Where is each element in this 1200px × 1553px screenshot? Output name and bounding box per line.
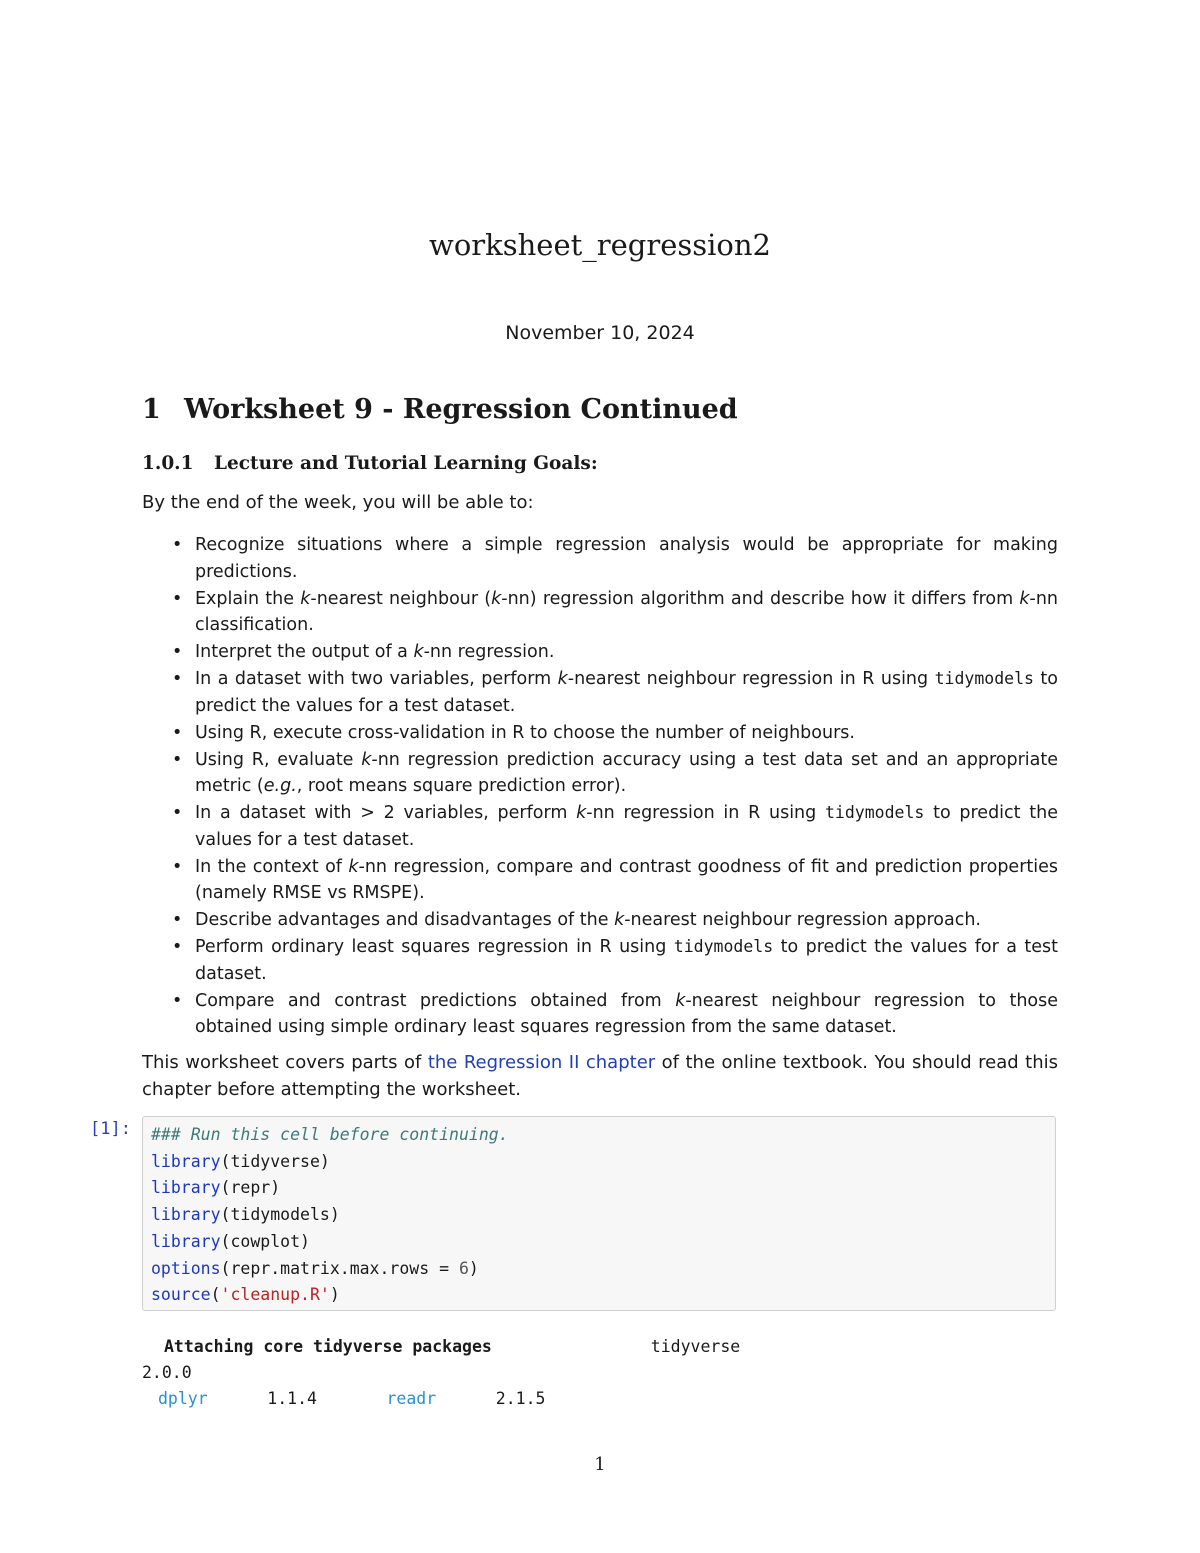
code-cell[interactable] [142,1116,1056,1311]
bullet-icon: • [172,803,183,823]
package-version: 1.1.4 [267,1389,317,1408]
learning-goal-item [142,988,1058,1041]
bullet-icon: • [172,535,183,555]
subsection-title: Lecture and Tutorial Learning Goals: [214,453,598,474]
code-line: library(repr) [151,1178,281,1198]
learning-goal-text: Interpret the output of a k-nn regression. [195,642,555,662]
bullet-icon: • [172,749,183,770]
learning-goal-item [142,854,1058,907]
learning-goal-text: Describe advantages and disadvantages of the k-nearest neighbour regression approach. [195,910,981,930]
learning-goal-item [142,907,1058,934]
learning-goal-text: Compare and contrast predictions obtained from k-nearest neighbour regression to those obtained using simple ordinary least squares regression from the same dataset. [195,990,1059,1037]
learning-goal-item [142,800,1058,853]
bullet-icon: • [172,856,183,877]
bullet-icon: • [172,910,183,930]
code-block [151,1122,509,1309]
learning-goal-item [142,747,1058,800]
section-heading [142,394,738,425]
learning-goals-list [142,532,1058,1041]
regression-chapter-link[interactable]: the Regression II chapter [427,1052,656,1073]
code-line: library(tidymodels) [151,1205,340,1225]
para-text-before: This worksheet covers parts of [142,1052,428,1073]
subsection-heading [142,453,598,474]
subsection-number: 1.0.1 [142,453,194,474]
output-header-spacer [492,1337,651,1356]
bullet-icon: • [172,722,183,743]
output-header-right: tidyverse [650,1337,741,1356]
package-version: 2.1.5 [495,1389,546,1408]
learning-goal-item [142,934,1058,987]
output-version: 2.0.0 [142,1363,192,1382]
code-line: options(repr.matrix.max.rows = 6) [151,1258,479,1278]
section-title: Worksheet 9 - Regression Continued [184,394,738,425]
bullet-icon: • [172,642,183,662]
learning-goal-text: Using R, execute cross-validation in R to choose the number of neighbours. [195,722,855,743]
learning-goal-text: Recognize situations where a simple regression analysis would be appropriate for making predictions. [195,535,1058,582]
bullet-icon: • [172,588,183,609]
cell-prompt: [1]: [90,1119,131,1139]
page-number: 1 [594,1454,606,1475]
intro-text: By the end of the week, you will be able to: [142,492,534,513]
bullet-icon: • [172,669,183,689]
chapter-paragraph [142,1050,1058,1103]
learning-goal-text: Perform ordinary least squares regression in R using tidymodels to predict the values for a test dataset. [195,937,1058,984]
code-line: library(cowplot) [151,1231,310,1251]
bullet-icon: • [172,990,183,1011]
para-text-after: of the online textbook. You should read this chapter before attempting the worksheet. [142,1052,1058,1100]
document-date: November 10, 2024 [505,322,695,344]
cell-output [142,1334,740,1412]
output-header: Attaching core tidyverse packages [164,1337,492,1356]
learning-goal-text: Explain the k-nearest neighbour (k-nn) regression algorithm and describe how it differs from k-nn classification. [195,588,1058,635]
code-line: library(tidyverse) [151,1151,330,1171]
learning-goal-item [142,639,1058,666]
output-package-line [142,1389,545,1408]
learning-goal-item [142,666,1058,719]
section-number: 1 [142,394,161,425]
code-line: ### Run this cell before continuing. [151,1125,509,1144]
document-title: worksheet_regression2 [429,228,771,262]
learning-goal-text: Using R, evaluate k-nn regression prediction accuracy using a test data set and an appropriate metric (e.g., root means square prediction error). [195,749,1058,796]
learning-goal-text: In the context of k-nn regression, compare and contrast goodness of fit and prediction properties (namely RMSE vs RMSPE). [195,856,1058,903]
code-line: source('cleanup.R') [151,1285,340,1305]
learning-goal-item [142,586,1058,639]
bullet-icon: • [172,937,183,957]
package-name: readr [386,1389,437,1408]
learning-goal-text: In a dataset with two variables, perform k-nearest neighbour regression in R using tidymodels to predict the values for a test dataset. [195,669,1058,716]
learning-goal-item [142,720,1058,747]
learning-goal-text: In a dataset with > 2 variables, perform k-nn regression in R using tidymodels to predict the values for a test dataset. [195,803,1058,850]
learning-goal-item [142,532,1058,585]
package-name: dplyr [158,1389,208,1408]
